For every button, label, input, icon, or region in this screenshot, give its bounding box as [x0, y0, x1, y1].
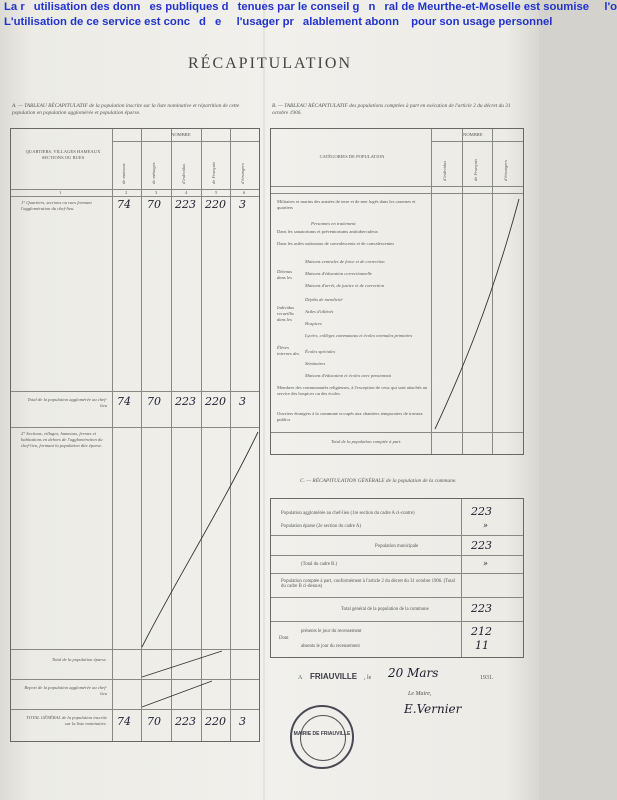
table-c — [270, 498, 524, 658]
table-a-head-nombre: NOMBRE — [171, 132, 191, 137]
c-present-value: 212 — [471, 625, 492, 638]
c-present-label: présents le jour du recensement — [301, 629, 362, 634]
b-group-eleves: Élèves internes des — [277, 345, 300, 356]
c-row-a-part: Population comptée à part, conformément à l'article 2 du décret du 31 octobre 1906. (Total du cadre B ci-dessus) — [281, 579, 455, 589]
b-row-education-corr: Maisons d'éducation correctionnelle — [305, 271, 373, 276]
row2-label: 2° Sections, villages, hameaux, fermes et habitations en dehors de l'agglomération du chef-lieu, formant la population dite éparse. — [21, 431, 103, 448]
sig-date-prefix: , le — [364, 675, 372, 681]
table-a — [10, 128, 260, 742]
b-total-label: Total de la population comptée à part. — [331, 439, 402, 444]
stamp-text: MAIRIE DE FRIAUVILLE — [293, 731, 351, 737]
banner-line-1: La rutilisation des donnes publiques dtenues par le conseil gnral de Meurthe-et-Moselle est soumise  l'o — [4, 1, 617, 13]
c-value-total-general: 223 — [471, 602, 492, 615]
mairie-stamp — [290, 705, 354, 769]
banner-line-2: L'utilisation de ce service est concde  l'usager pralablement abonn pour son usage personnel — [4, 16, 553, 28]
report-stroke — [112, 679, 259, 709]
table-b — [270, 128, 524, 455]
c-value-municipale: 223 — [471, 539, 492, 552]
b-group-detenus: Détenus dans les — [277, 269, 293, 280]
row1-total-label: Total de la population agglomérée au chef-lieu — [27, 397, 107, 408]
grand-total-individus: 223 — [175, 715, 196, 728]
col-num-6: 6 — [243, 190, 246, 195]
b-row-militaires: Militaires et marins des armées de terre et de mer logés dans les casernes et quartiers — [277, 199, 416, 210]
c-value-agglomeree: 223 — [471, 505, 492, 518]
c-row-total-general: Total général de la population de la commune — [341, 607, 429, 612]
table-b-head-nombre: NOMBRE — [463, 132, 483, 137]
b-row-pensionnat: Maisons d'éducation et écoles avec pensionnat — [305, 373, 392, 378]
grand-total-francais: 220 — [205, 715, 226, 728]
row1-total-etrangers: 3 — [239, 395, 246, 408]
section-b-caption: B. — TABLEAU RÉCAPITULATIF des populations comptées à part en exécution de l'article 2 du décret du 31 octobre 1906. — [272, 103, 511, 116]
col-num-5: 5 — [215, 190, 218, 195]
mayor-signature: E.Vernier — [404, 702, 462, 716]
row2-total-stroke — [112, 649, 259, 679]
b-row-communautes: Membres des communautés religieuses, à l'exception de ceux qui sont attachés au service des hospices ou des écoles — [277, 385, 428, 396]
table-a-head-left: QUARTIERS, VILLAGES HAMEAUX SECTIONS OU RUES — [25, 149, 101, 160]
col-etrangers: d'étrangers — [240, 163, 245, 184]
b-row-alienes: Asiles d'aliénés — [305, 309, 334, 314]
c-row-eparse: Population éparse (2e section du cadre A) — [281, 524, 361, 529]
c-row-cadre-b: (Total du cadre B.) — [301, 562, 338, 567]
section-c-caption: C. — RÉCAPITULATION GÉNÉRALE de la population de la commune. — [300, 478, 457, 484]
row1-etrangers: 3 — [239, 198, 246, 211]
c-absent-label: absents le jour du recensement — [301, 644, 360, 649]
table-b-head-left: CATÉGORIES DE POPULATION — [319, 154, 385, 159]
sig-date: 20 Mars — [388, 666, 439, 680]
col-num-3: 3 — [155, 190, 158, 195]
page-title: RÉCAPITULATION — [188, 55, 352, 72]
row1-total-menages: 70 — [147, 395, 161, 408]
b-row-traitement: Personnes en traitement — [311, 221, 356, 226]
b-col-etrangers: d'étrangers — [503, 160, 508, 181]
c-absent-value: 11 — [475, 639, 489, 652]
grand-total-label: TOTAL GÉNÉRAL de la population inscrite sur la liste nominative. — [26, 715, 107, 726]
b-row-lycees: Lycées, collèges communaux et écoles normales primaires — [305, 333, 413, 338]
row1-total-francais: 220 — [205, 395, 226, 408]
usage-notice-banner — [0, 0, 617, 34]
col-maisons: de maisons — [121, 163, 126, 184]
row1-francais: 220 — [205, 198, 226, 211]
report-label: Report de la population agglomérée au chef-lieu — [24, 685, 107, 696]
c-value-eparse: » — [483, 521, 488, 530]
col-num-4: 4 — [185, 190, 188, 195]
b-row-asiles-nationaux: Dans les asiles nationaux de convalescents et de convalescentes — [277, 241, 395, 246]
row1-label: 1° Quartiers, sections ou rues formant l'agglomération du chef-lieu. — [21, 200, 92, 211]
b-row-arret: Maisons d'arrêt, de justice et de correction — [305, 283, 385, 288]
row1-menages: 70 — [147, 198, 161, 211]
b-row-ecoles-speciales: Écoles spéciales — [305, 349, 336, 354]
grand-total-menages: 70 — [147, 715, 161, 728]
row2-total-label: Total de la population éparse. — [51, 657, 107, 662]
b-row-seminaires: Séminaires — [305, 361, 326, 366]
mayor-label: Le Maire, — [408, 691, 432, 697]
col-num-1: 1 — [59, 190, 62, 195]
b-col-francais: de Français — [473, 158, 478, 181]
c-value-cadre-b: » — [483, 559, 488, 568]
grand-total-etrangers: 3 — [239, 715, 246, 728]
b-col-individus: d'individus — [442, 160, 447, 181]
c-row-agglomeree: Population agglomérée au chef-lieu (1re section du cadre A ci-contre) — [281, 511, 415, 516]
c-row-municipale: Population municipale — [375, 544, 419, 549]
page-fold — [263, 0, 265, 800]
stamp-place: FRIAUVILLE — [310, 672, 358, 681]
sig-year: 1931. — [480, 675, 494, 681]
col-individus: d'individus — [181, 163, 186, 184]
sig-prefix: A — [298, 675, 303, 681]
b-row-hospices: Hospices — [305, 321, 322, 326]
b-row-centrales: Maisons centrales de force et de correction — [305, 259, 385, 264]
b-row-sanatoriums: Dans les sanatoriums et préventoriums antituberculeux — [277, 229, 378, 234]
grand-total-maisons: 74 — [117, 715, 131, 728]
b-group-recueillis: Individus recueillis dans les — [277, 305, 295, 322]
row2-cancel-stroke — [112, 427, 259, 649]
row1-individus: 223 — [175, 198, 196, 211]
b-row-mendicite: Dépôts de mendicité — [305, 297, 343, 302]
b-cancel-stroke — [431, 193, 523, 433]
c-dont-label: Dont — [279, 636, 289, 641]
col-num-2: 2 — [125, 190, 128, 195]
col-menages: de ménages — [151, 162, 156, 184]
row1-total-maisons: 74 — [117, 395, 131, 408]
b-row-ouvriers: Ouvriers étrangers à la commune occupés aux chantiers temporaires de travaux publics — [277, 411, 423, 422]
section-a-caption: A. — TABLEAU RÉCAPITULATIF de la population inscrite sur la liste nominative et répartition de cette population en population agglomérée et population éparse. — [12, 103, 240, 116]
col-francais: de Français — [211, 161, 216, 184]
row1-total-individus: 223 — [175, 395, 196, 408]
row1-maisons: 74 — [117, 198, 131, 211]
